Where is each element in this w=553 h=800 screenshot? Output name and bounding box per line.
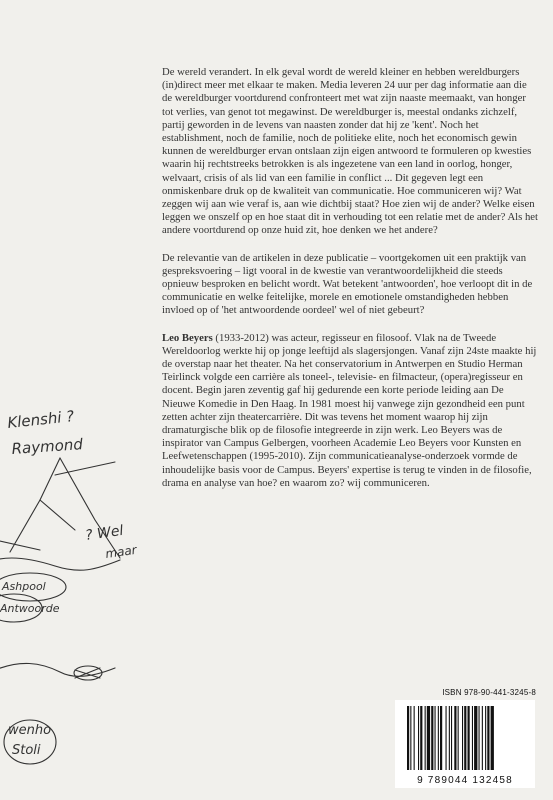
handwritten-note-ashpool: Ashpool <box>2 580 46 593</box>
barcode-digits: 9 789044 132458 <box>417 775 513 786</box>
author-name: Leo Beyers <box>162 331 213 344</box>
intro-paragraph: De wereld verandert. In elk geval wordt de wereld kleiner en hebben wereldburgers (in)direct meer met elkaar te maken. Media leveren 24 uur per dag informatie aan die de wereldburger voortdurend confronteert met wat zijn naaste meemaakt, van honger tot verlies, van genot tot megawinst. De wereldburger is, meestal ondanks zichzelf, partij geworden in de levens van naasten zonder dat hij ze 'kent'. Noch het establishment, noch de familie, noch de politieke elite, noch het economisch gewin kunnen de wereldburger ervan ontslaan zijn eigen antwoord te formuleren op kwesties waarin hij rechtstreeks betrokken is als ingezetene van een land in oorlog, honger, welvaart, crisis of als lid van een familie in conflict ... Dit gegeven legt een onmiskenbare druk op de kwaliteit van communicatie. Hoe communiceren wij? Wat zeggen wij aan wie veraf is, aan wie dichtbij staat? Hoe zien wij de ander? Welke eisen leggen we onszelf op en hoe staat dit in verhouding tot een relatie met de ander? Als het andere voortdurend op onze huid zit, hoe denken we het andere? <box>162 66 539 237</box>
isbn-label: ISBN 978-90-441-3245-8 <box>442 688 536 697</box>
handwritten-note-wel: ? Wel <box>84 522 125 544</box>
handwritten-note-wenho: wenho <box>8 723 52 738</box>
author-bio-text: (1933-2012) was acteur, regisseur en filosoof. Vlak na de Tweede Wereldoorlog werkte hij op jonge leeftijd als slagersjongen. Vanaf zijn 24ste maakte hij de overstap naar het theater. Na het conservatorium in Antwerpen en Studio Herman Teirlinck volgde een carrière als toneel-, televisie- en filmacteur, (opera)regisseur en docent. Begin jaren zeventig gaf hij gedurende een korte periode leiding aan De Nieuwe Komedie in Den Haag. In 1981 moest hij vanwege zijn gezondheid een punt zetten achter zijn theatercarrière. Dit was tevens het moment waarop hij zijn dramaturgische blik op de filosofie integreerde in zijn werk. Leo Beyers was de inspirator van Campus Gelbergen, voorheen Academie Leo Beyers voor Kunsten en Leefwetenschappen (1995-2010). Zijn communicatieanalyse-onderzoek vormde de inhoudelijke basis voor de Campus. Beyers' expertise is terug te vinden in de filosofie, drama en analyse van hoe? en waarom zo? wij communiceren. <box>162 331 537 489</box>
handwritten-note-maar: maar <box>104 542 138 561</box>
handwritten-sketch <box>0 380 160 800</box>
barcode <box>395 700 535 788</box>
handwritten-note-raymond: Raymond <box>11 435 84 458</box>
author-bio <box>162 332 538 490</box>
handwritten-note-stoli: Stoli <box>12 743 41 758</box>
back-cover-text <box>162 66 538 504</box>
handwritten-note-klenshi: Klenshi ? <box>6 407 76 432</box>
barcode-bars <box>407 706 523 770</box>
relevance-paragraph: De relevantie van de artikelen in deze publicatie – voortgekomen uit een praktijk van gespreksvoering – ligt vooral in de kwestie van verantwoordelijkheid die steeds opnieuw besproken en belicht wordt. Wat betekent 'antwoorden', hoe verloopt dit in de communicatie en welke feitelijke, morele en emotionele omstandigheden hebben invloed op of 'het antwoordende oordeel' wel of niet gebeurt? <box>162 251 533 317</box>
handwritten-note-antwoorde: Antwoorde <box>0 602 60 615</box>
